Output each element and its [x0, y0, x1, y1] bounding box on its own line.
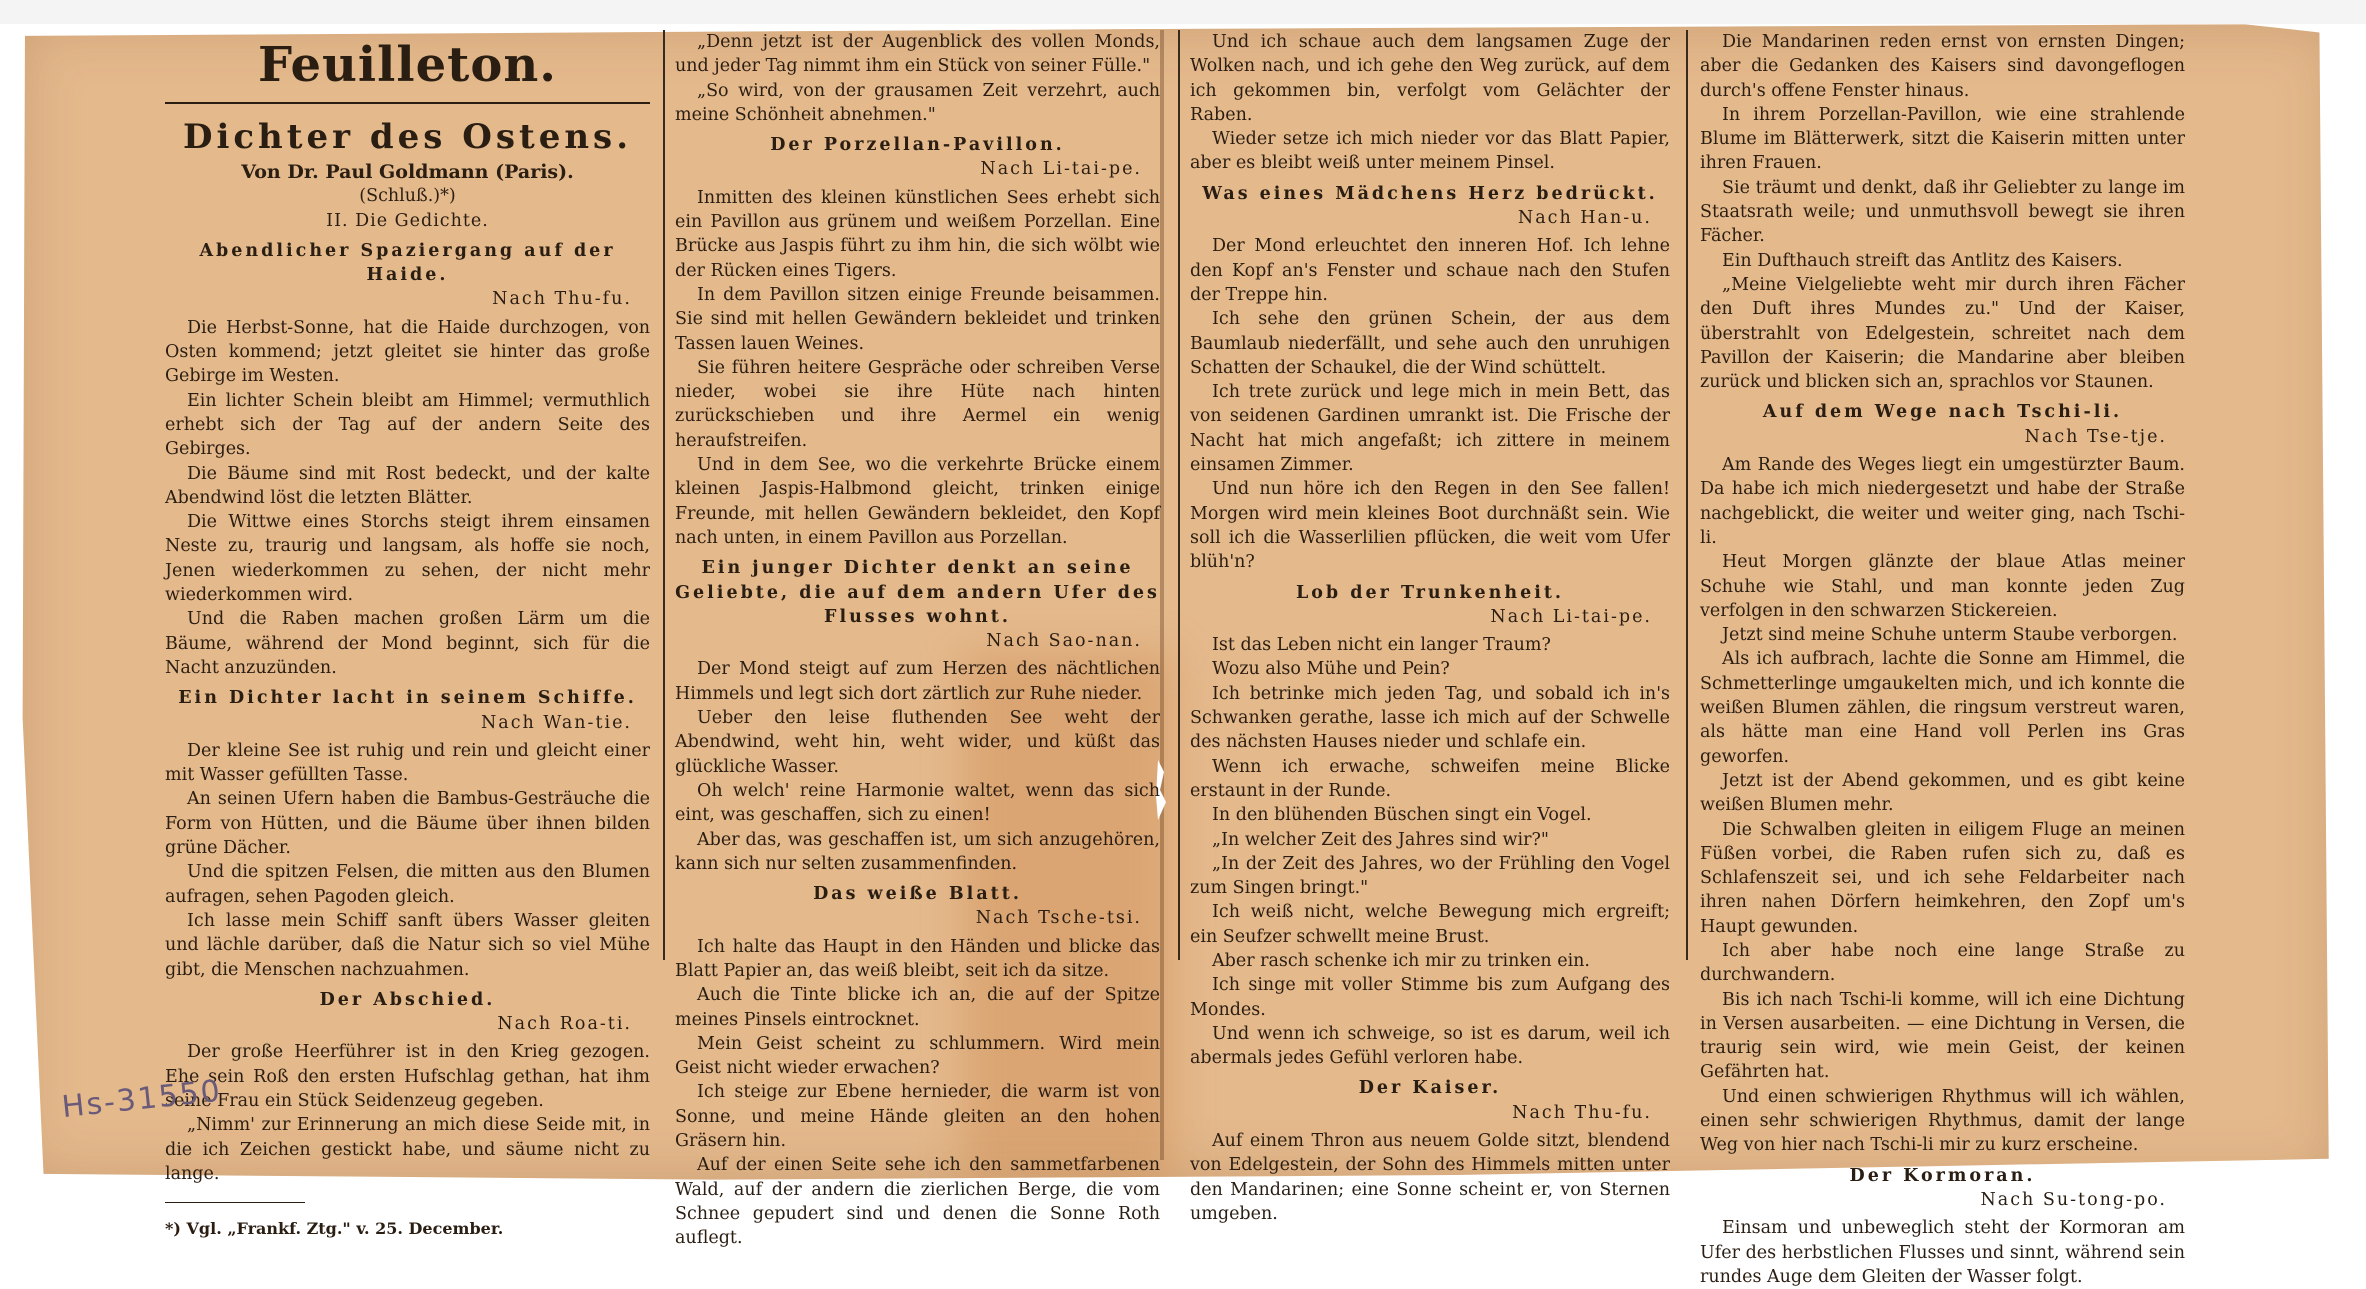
poem-line: Inmitten des kleinen künstlichen Sees erhebt sich ein Pavillon aus grünem und weißem Porzellan. Eine Brücke aus Jaspis führt zu ihm hin, die sich wölbt wie der Rücken eines Tigers.: [675, 187, 1160, 281]
poem-line: Ich aber habe noch eine lange Straße zu durchwandern.: [1700, 940, 2185, 986]
poem-line: Und nun höre ich den Regen in den See fallen! Morgen wird mein kleines Boot durchnäßt sein. Wie soll ich die Wasserlilien pflücken, die weit vom Ufer blüh'n?: [1190, 479, 1670, 573]
article-title: Dichter des Ostens.: [182, 117, 633, 157]
poem-author: Nach Roa-ti.: [497, 1014, 632, 1035]
poem-line: Ueber den leise fluthenden See weht der Abendwind, weht hin, weht wider, und küßt das glückliche Wasser.: [675, 708, 1160, 777]
poem-line: Oh welch' reine Harmonie waltet, wenn das sich eint, was geschaffen, sich zu einen!: [675, 780, 1160, 826]
poem-author: Nach Tsche-tsi.: [975, 908, 1142, 929]
column-divider: [663, 30, 665, 960]
poem-line: Die Herbst-Sonne, hat die Haide durchzogen, von Osten kommend; jetzt gleitet sie hinter das große Gebirge im Westen.: [165, 317, 650, 387]
poem-line: Ist das Leben nicht ein langer Traum?: [1212, 635, 1551, 656]
poem-line: Und ich schaue auch dem langsamen Zuge der Wolken nach, und ich gehe den Weg zurück, auf dem ich gekommen bin, verfolgt vom Gelächter der Raben.: [1190, 32, 1670, 125]
poem-author: Nach Li-tai-pe.: [980, 159, 1142, 180]
poem-line: Ein Dufthauch streift das Antlitz des Kaisers.: [1722, 250, 2123, 271]
poem-line: Auch die Tinte blicke ich an, die auf der Spitze meines Pinsels eintrocknet.: [675, 985, 1160, 1030]
poem-line: Wozu also Mühe und Pein?: [1212, 659, 1450, 680]
poem-line: Ich lasse mein Schiff sanft übers Wasser gleiten und lächle darüber, daß die Natur sich so viel Mühe gibt, die Menschen nachzuahmen.: [165, 910, 650, 980]
poem-line: Der Mond erleuchtet den inneren Hof. Ich lehne den Kopf an's Fenster und schaue nach den Stufen der Treppe hin.: [1190, 236, 1670, 305]
poem-title: Lob der Trunkenheit.: [1295, 582, 1565, 603]
column-4: [1700, 30, 2185, 1289]
poem-title: Ein junger Dichter denkt an seine Geliebte, die auf dem andern Ufer des Flusses wohnt.: [675, 558, 1160, 627]
poem-line: Bis ich nach Tschi-li komme, will ich eine Dichtung in Versen ausarbeiten. — eine Dichtung in Versen, die traurig sein wird, wie mein Geist, der keinen Gefährten hat.: [1700, 989, 2185, 1083]
poem-line: Jetzt ist der Abend gekommen, und es gibt keine weißen Blumen mehr.: [1700, 770, 2185, 816]
poem-line: In den blühenden Büschen singt ein Vogel.: [1212, 805, 1592, 826]
poem-line: Sie träumt und denkt, daß ihr Geliebter zu lange im Staatsrath weile; und unmuthsvoll bewegt sie ihren Fächer.: [1700, 177, 2185, 247]
poem-line: Und einen schwierigen Rhythmus will ich wählen, einen sehr schwierigen Rhythmus, damit der lange Weg von hier nach Tschi-li mir zu kurz erscheine.: [1700, 1086, 2185, 1156]
poem-line: Jetzt sind meine Schuhe unterm Staube verborgen.: [1722, 625, 2178, 646]
archive-pencil-mark: Hs-31550: [60, 1073, 224, 1126]
poem-line: Ich singe mit voller Stimme bis zum Aufgang des Mondes.: [1190, 975, 1670, 1020]
poem-line: Wenn ich erwache, schweifen meine Blicke erstaunt in der Runde.: [1190, 756, 1670, 801]
fold-crease: [1160, 30, 1164, 1160]
poem-author: Nach Wan-tie.: [480, 712, 632, 733]
poem-title: Was eines Mädchens Herz bedrückt.: [1202, 183, 1658, 204]
poem-line: Ich halte das Haupt in den Händen und blicke das Blatt Papier an, das weiß bleibt, seit ich da sitze.: [675, 936, 1160, 981]
poem-author: Nach Sao-nan.: [986, 631, 1142, 652]
poem-line: Und die spitzen Felsen, die mitten aus den Blumen aufragen, sehen Pagoden gleich.: [165, 862, 650, 907]
poem-title: Ein Dichter lacht in seinem Schiffe.: [178, 688, 637, 709]
poem-author: Nach Li-tai-pe.: [1490, 606, 1652, 627]
poem-line: Die Wittwe eines Storchs steigt ihrem einsamen Neste zu, traurig und langsam, als hoffe sie noch, Jenen wiederkommen zu sehen, der nicht mehr wiederkommen wird.: [165, 512, 650, 606]
poem-author: Nach Tse-tje.: [2024, 426, 2167, 447]
column-1: [165, 30, 650, 1241]
poem-title: Abendlicher Spaziergang auf der Haide.: [199, 240, 616, 286]
poem-line: Der große Heerführer ist in den Krieg gezogen. Ehe sein Roß den ersten Hufschlag gethan, hat ihm seine Frau ein Stück Seidenzeug gegeben.: [165, 1042, 650, 1111]
column-divider: [1178, 30, 1180, 960]
poem-title: Der Abschied.: [319, 989, 496, 1010]
poem-line: In dem Pavillon sitzen einige Freunde beisammen. Sie sind mit hellen Gewändern bekleidet und trinken Tassen lauen Weines.: [675, 284, 1160, 354]
poem-line: Als ich aufbrach, lachte die Sonne am Himmel, die Schmetterlinge umgaukelten mich, und ich konnte die weißen Blumen zählen, die ringsum verstreut waren, als hätte man eine Hand voll Perlen ins Gras geworfen.: [1700, 649, 2185, 767]
poem-title: Das weiße Blatt.: [813, 884, 1022, 905]
conclusion-note: (Schluß.)*): [359, 186, 456, 207]
poem-line: Ich sehe den grünen Schein, der aus dem Baumlaub niederfällt, und sehe auch den unruhigen Schatten der Schaukel, die der Wind schüttelt.: [1190, 309, 1670, 378]
poem-line: Und wenn ich schweige, so ist es darum, weil ich abermals jedes Gefühl verloren habe.: [1190, 1023, 1670, 1069]
poem-line: Heut Morgen glänzte der blaue Atlas meiner Schuhe wie Stahl, und man konnte jeden Zug verfolgen in den schwarzen Stickereien.: [1700, 552, 2185, 621]
poem-line: Sie führen heitere Gespräche oder schreiben Verse nieder, wobei sie ihre Hüte nach hinten zurückschieben und ihre Aermel ein wenig heraufstreifen.: [675, 357, 1160, 451]
poem-line: Die Bäume sind mit Rost bedeckt, und der kalte Abendwind löst die letzten Blätter.: [165, 463, 650, 508]
poem-line: Einsam und unbeweglich steht der Kormoran am Ufer des herbstlichen Flusses und sinnt, während sein rundes Auge dem Gleiten der Wasser folgt.: [1700, 1218, 2185, 1287]
poem-line: Ein lichter Schein bleibt am Himmel; vermuthlich erhebt sich der Tag auf der andern Seite des Gebirges.: [165, 390, 650, 460]
poem-line: „Meine Vielgeliebte weht mir durch ihren Fächer den Duft ihres Mundes zu." Und der Kaiser, überstrahlt von Edelgestein, schreitet nach dem Pavillon der Kaiserin; die Mandarine aber bleiben zurück und blicken sich an, sprachlos vor Staunen.: [1700, 274, 2185, 393]
poem-line: Der Mond steigt auf zum Herzen des nächtlichen Himmels und legt sich dort zärtlich zur Ruhe nieder.: [675, 659, 1160, 704]
feuilleton-masthead: Feuilleton.: [258, 37, 557, 93]
poem-line: Auf einem Thron aus neuem Golde sitzt, blendend von Edelgestein, der Sohn des Himmels mitten unter den Mandarinen; eine Sonne scheint er, von Sternen umgeben.: [1190, 1131, 1670, 1224]
poem-line: Am Rande des Weges liegt ein umgestürzter Baum. Da habe ich mich niedergesetzt und habe der Straße nachgeblickt, die weiter und weiter ging, nach Tschi-li.: [1700, 455, 2185, 548]
poem-line: Ich weiß nicht, welche Bewegung mich ergreift; ein Seufzer schwellt meine Brust.: [1190, 902, 1670, 947]
poem-line: Aber das, was geschaffen ist, um sich anzugehören, kann sich nur selten zusammenfinden.: [675, 829, 1160, 874]
footnote-rule: [165, 1202, 305, 1203]
poem-title: Der Porzellan-Pavillon.: [770, 135, 1065, 156]
footnote: *) Vgl. „Frankf. Ztg." v. 25. December.: [165, 1219, 504, 1239]
poem-author: Nach Thu-fu.: [492, 289, 632, 310]
column-2: [675, 30, 1160, 1251]
poem-line: In ihrem Porzellan-Pavillon, wie eine strahlende Blume im Blätterwerk, sitzt die Kaiserin mitten unter ihren Frauen.: [1700, 104, 2185, 174]
poem-line: Und die Raben machen großen Lärm um die Bäume, während der Mond beginnt, sich für die Nacht anzuzünden.: [165, 609, 650, 678]
column-divider: [1686, 30, 1688, 960]
poem-line: Der kleine See ist ruhig und rein und gleicht einer mit Wasser gefüllten Tasse.: [165, 740, 650, 786]
poem-line: „So wird, von der grausamen Zeit verzehrt, auch meine Schönheit abnehmen.": [675, 80, 1160, 125]
poem-line: An seinen Ufern haben die Bambus-Gesträuche die Form von Hütten, und die Bäume über ihnen bilden grüne Dächer.: [165, 789, 650, 859]
column-3: [1190, 30, 1670, 1226]
poem-line: Ich trete zurück und lege mich in mein Bett, das von seidenen Gardinen umrankt ist. Die Frische der Nacht hat mich angefaßt; ich zittere in meinem einsamen Zimmer.: [1190, 382, 1670, 476]
byline: Von Dr. Paul Goldmann (Paris).: [241, 161, 574, 183]
poem-title: Auf dem Wege nach Tschi-li.: [1762, 402, 2123, 423]
poem-line: Mein Geist scheint zu schlummern. Wird mein Geist nicht wieder erwachen?: [675, 1033, 1160, 1079]
masthead-rule: [165, 102, 650, 104]
poem-line: „Denn jetzt ist der Augenblick des vollen Monds, und jeder Tag nimmt ihm ein Stück von seiner Fülle.": [675, 32, 1160, 77]
poem-line: Wieder setze ich mich nieder vor das Blatt Papier, aber es bleibt weiß unter meinem Pinsel.: [1190, 129, 1670, 174]
scan-top-ruler: [0, 0, 2366, 24]
poem-author: Nach Su-tong-po.: [1980, 1189, 2167, 1210]
poem-line: „In welcher Zeit des Jahres sind wir?": [1212, 829, 1549, 850]
poem-author: Nach Han-u.: [1517, 208, 1652, 229]
poem-author: Nach Thu-fu.: [1512, 1102, 1652, 1123]
poem-line: Auf der einen Seite sehe ich den sammetfarbenen Wald, auf der andern die zierlichen Berge, die vom Schnee gepudert sind und denen die Sonne Roth auflegt.: [675, 1155, 1160, 1249]
poem-title: Der Kormoran.: [1849, 1165, 2036, 1186]
section-heading: II. Die Gedichte.: [326, 210, 489, 231]
poem-line: „Nimm' zur Erinnerung an mich diese Seide mit, in die ich Zeichen gestickt habe, und säume nicht zu lange.: [165, 1115, 650, 1184]
poem-line: Ich steige zur Ebene hernieder, die warm ist von Sonne, und meine Hände gleiten an den hohen Gräsern hin.: [675, 1082, 1160, 1152]
poem-line: Und in dem See, wo die verkehrte Brücke einem kleinen Jaspis-Halbmond gleicht, trinken einige Freunde, mit hellen Gewändern bekleidet, den Kopf nach unten, in einem Pavillon aus Porzellan.: [675, 455, 1160, 548]
poem-title: Der Kaiser.: [1358, 1078, 1502, 1099]
poem-line: Aber rasch schenke ich mir zu trinken ein.: [1212, 950, 1590, 971]
poem-line: Die Mandarinen reden ernst von ernsten Dingen; aber die Gedanken des Kaisers sind davongeflogen durch's offene Fenster hinaus.: [1700, 32, 2185, 101]
poem-line: Ich betrinke mich jeden Tag, und sobald ich in's Schwanken gerathe, lasse ich mich auf der Schwelle des nächsten Hauses nieder und schlafe ein.: [1190, 683, 1670, 753]
poem-line: „In der Zeit des Jahres, wo der Frühling den Vogel zum Singen bringt.": [1190, 853, 1670, 899]
poem-line: Die Schwalben gleiten in eiligem Fluge an meinen Füßen vorbei, die Raben rufen sich zu, daß es Schlafenszeit sei, und ich sehe Feldarbeiter nach ihren nahen Dörfern heimkehren, den Zopf um's Haupt gewunden.: [1700, 819, 2185, 937]
